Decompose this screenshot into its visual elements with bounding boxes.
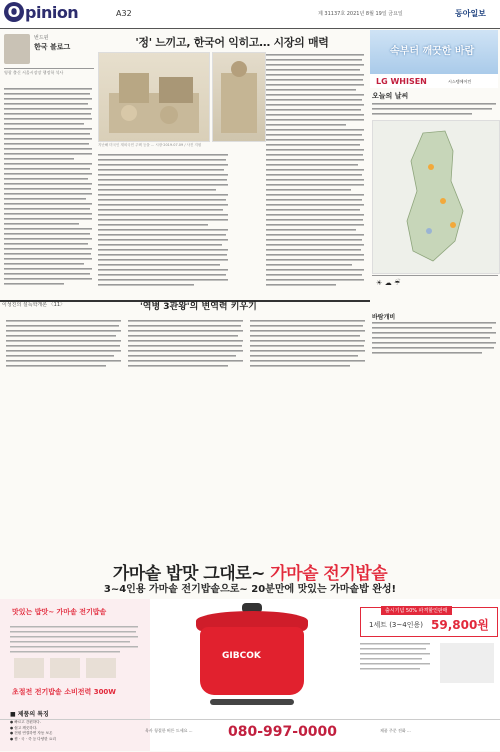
- author-avatar: [4, 34, 30, 64]
- divider: [4, 68, 94, 69]
- photo-caption: 지난해 미국인 재외국민 주택 등을 ... 시장·2019.07.09 / 사진 지원: [98, 143, 202, 147]
- weather-map: [372, 120, 500, 274]
- order-phone[interactable]: 080-997-0000: [228, 724, 338, 740]
- feature-item: ● 빠르고 간편하다.: [10, 720, 41, 724]
- feature-item: ● 쉽고 깨끗하다.: [10, 725, 38, 730]
- weather-bottom: [372, 275, 498, 310]
- order-note: 육사 청결한 버튼 드세요 ...: [145, 728, 193, 733]
- rice-cooker-ad: [0, 367, 500, 741]
- author-name: 번드윈: [34, 35, 49, 41]
- column-body-left: [4, 86, 94, 296]
- column-headline: '정' 느끼고, 한국어 익히고… 시장의 매력: [135, 36, 329, 49]
- text-lines: [360, 641, 496, 701]
- rice-cooker-image: [200, 627, 304, 695]
- section-title: pinion: [25, 3, 79, 22]
- masthead: [0, 0, 500, 29]
- windmill-title: 바람개비: [372, 314, 396, 321]
- korea-map-illustration: [373, 121, 499, 273]
- pot-brand: GIBCOK: [222, 651, 261, 661]
- page-number: A32: [116, 9, 132, 18]
- right-column-body: [372, 320, 498, 366]
- order-contact: [0, 719, 500, 752]
- aircon-ad[interactable]: [370, 30, 498, 88]
- ad-brand: LG WHISEN: [376, 77, 427, 86]
- weather-summary: [372, 101, 498, 117]
- column-profile: [4, 34, 94, 74]
- price-box: [360, 607, 498, 637]
- text-lines: [6, 318, 366, 370]
- sale-price: 59,800원: [431, 618, 489, 632]
- ad-subhead: 3~4인용 가마솥 전기밥솥으로~ 20분만에 맛있는 가마솥밥 완성!: [103, 584, 397, 595]
- set-label: 1세트 (3~4인용): [369, 621, 423, 629]
- ad-headline: 가마솥 밥맛 그대로~ 가마솥 전기밥솥: [112, 564, 388, 584]
- feature-item: ● 찜 · 국 · 죽 등 다양한 요리: [10, 736, 56, 741]
- essay-series: 이성진의 설득학개론 〈11〉: [2, 302, 66, 308]
- sale-label: 출시기념 50% 파격할인판매: [381, 606, 452, 615]
- pot-base: [210, 699, 294, 705]
- weather-title: 오늘의 날씨: [372, 92, 409, 100]
- features-title: ■ 제품의 특징: [10, 711, 49, 718]
- ad-left-title: 맛있는 밥맛~ 가마솥 전기밥솥: [12, 608, 107, 616]
- paper-name: 동아일보: [455, 9, 486, 18]
- text-lines: [98, 152, 230, 294]
- vendor-illustration: [213, 53, 265, 141]
- text-lines: [372, 101, 498, 117]
- text-lines: [266, 52, 366, 294]
- market-photo-2: [212, 52, 266, 142]
- author-role: 영광 출신 서울시장장 행정학 석사: [4, 70, 64, 75]
- power-saving-title: 초절전 전기밥솥 소비전력 300W: [12, 688, 117, 696]
- column-body-middle: [98, 152, 230, 294]
- order-note-right: 제품 주문 전화 ...: [380, 728, 411, 733]
- text-lines: [4, 86, 94, 296]
- ad-subtitle: 시스템에어컨: [448, 79, 472, 84]
- feature-item: ● 전원 연결하면 자동 보온: [10, 731, 53, 735]
- column-body-right: [266, 52, 366, 294]
- column-title: 한국 블로그: [34, 43, 71, 51]
- text-lines: [10, 624, 140, 680]
- ad-left-text: [10, 624, 140, 682]
- issue-date: 제 31137호 2021년 8월 19일 금요일: [318, 11, 403, 17]
- spec-text: [360, 641, 496, 701]
- text-lines: [372, 320, 498, 366]
- market-illustration: [99, 53, 209, 141]
- ad-slogan: 속부터 깨끗한 바람: [390, 46, 475, 57]
- essay-title: '역병 3관왕'의 변역력 키우기: [140, 302, 257, 312]
- section-logo-o: O: [4, 2, 24, 22]
- ad-brand-bar: [370, 74, 498, 88]
- market-photo: [98, 52, 210, 142]
- weather-bottom-title: ☀ ☁ ☔: [376, 279, 401, 287]
